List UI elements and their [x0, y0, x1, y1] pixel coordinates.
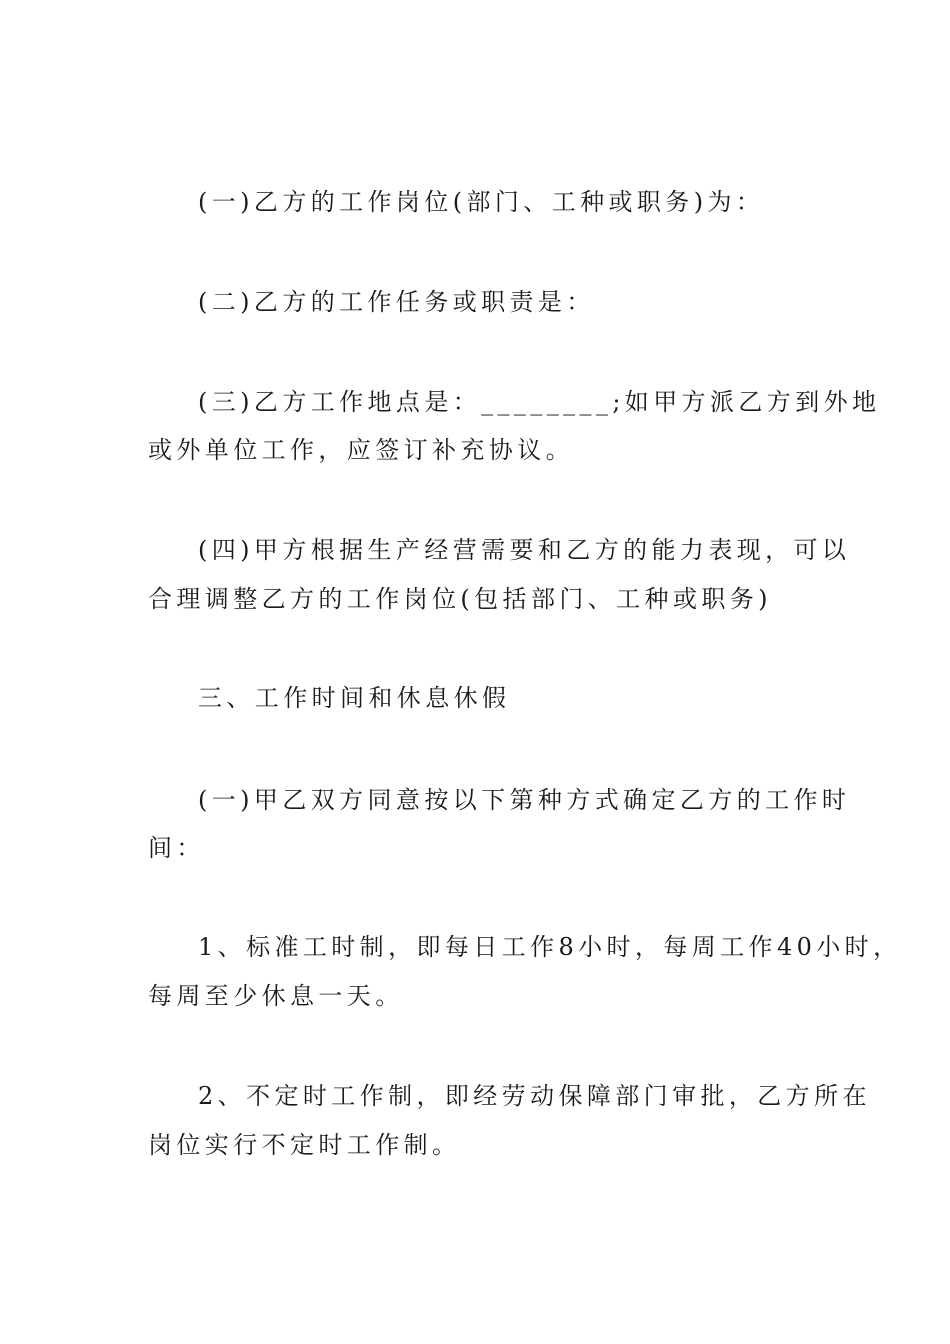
clause-work-location: (三)乙方工作地点是：________;如甲方派乙方到外地	[198, 388, 881, 416]
clause-job-position: (一)乙方的工作岗位(部门、工种或职务)为：	[198, 188, 765, 216]
section-heading-work-hours: 三、工作时间和休息休假	[198, 684, 511, 712]
clause-position-adjustment-cont: 合理调整乙方的工作岗位(包括部门、工种或职务)	[148, 585, 772, 613]
clause-work-location-cont: 或外单位工作，应签订补充协议。	[148, 436, 574, 464]
clause-position-adjustment: (四)甲方根据生产经营需要和乙方的能力表现，可以	[198, 536, 851, 564]
item-standard-hours-cont: 每周至少休息一天。	[148, 982, 404, 1010]
item-standard-hours: 1、标准工时制，即每日工作8小时，每周工作40小时，	[198, 933, 902, 961]
clause-job-duties: (二)乙方的工作任务或职责是：	[198, 288, 595, 316]
item-flexible-hours-cont: 岗位实行不定时工作制。	[148, 1131, 461, 1159]
item-flexible-hours: 2、不定时工作制，即经劳动保障部门审批，乙方所在	[198, 1082, 871, 1110]
clause-work-hours-method: (一)甲乙双方同意按以下第种方式确定乙方的工作时	[198, 786, 851, 814]
clause-work-hours-method-cont: 间：	[148, 834, 205, 862]
